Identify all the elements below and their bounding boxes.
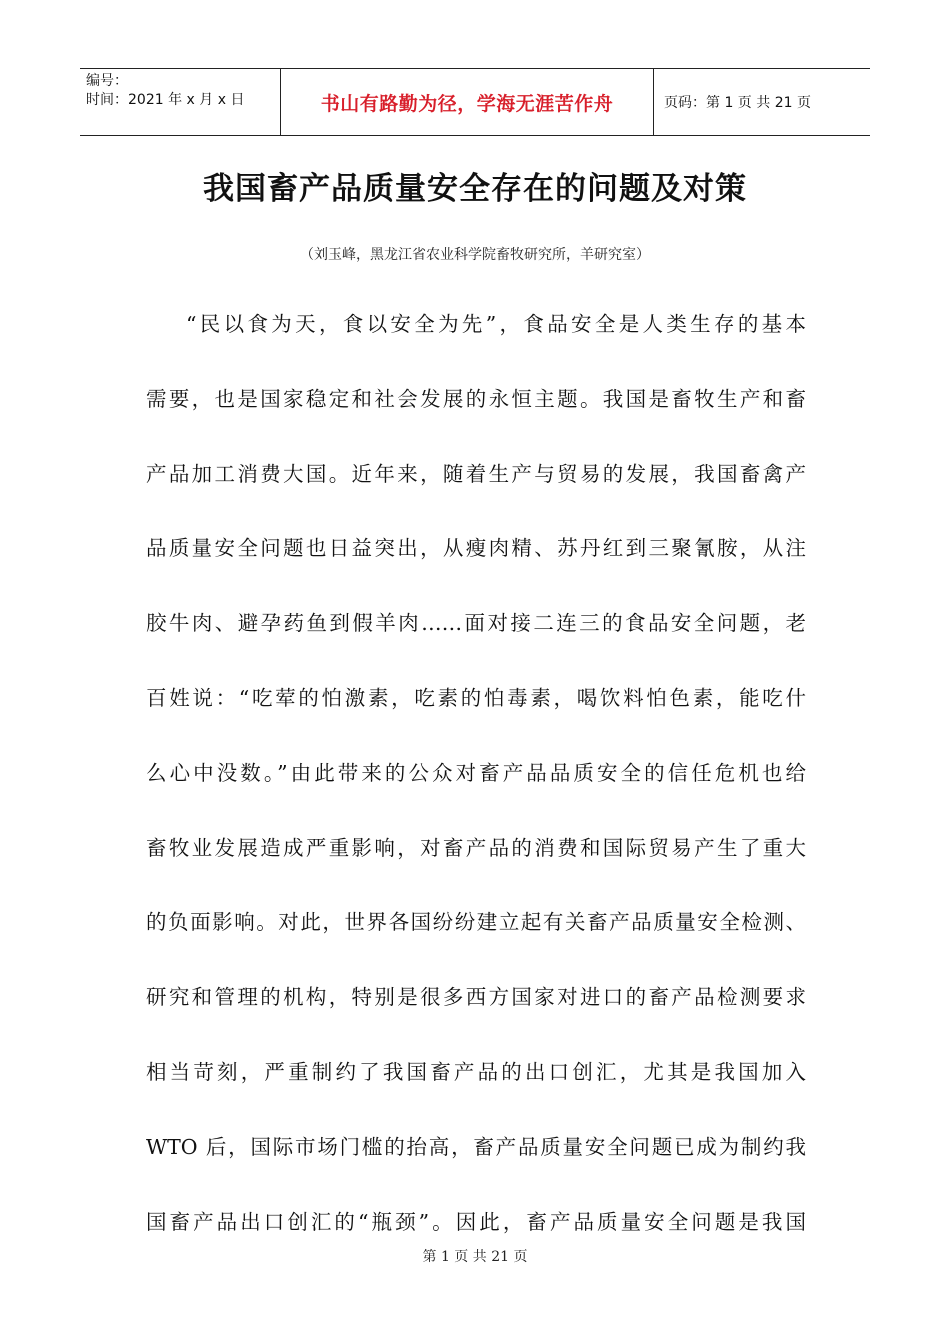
body-line: 品质量安全问题也日益突出，从瘦肉精、苏丹红到三聚氰胺，从注 (146, 536, 806, 561)
body-line: 研究和管理的机构，特别是很多西方国家对进口的畜产品检测要求 (146, 985, 806, 1010)
body-line: 产品加工消费大国。近年来，随着生产与贸易的发展，我国畜禽产 (146, 461, 806, 486)
header-table (80, 68, 870, 136)
body-line: 胶牛肉、避孕药鱼到假羊肉……面对接二连三的食品安全问题，老 (146, 611, 806, 636)
header-meta-cell (80, 69, 281, 135)
motto-text: 书山有路勤为径，学海无涯苦作舟 (320, 92, 614, 115)
body-line: WTO 后，国际市场门槛的抬高，畜产品质量安全问题已成为制约我 (146, 1134, 806, 1159)
body-line: 百姓说：“吃荤的怕激素，吃素的怕毒素，喝饮料怕色素，能吃什 (146, 685, 806, 710)
body-line: 国畜产品出口创汇的“瓶颈”。因此，畜产品质量安全问题是我国 (146, 1209, 806, 1234)
body-line: 相当苛刻，严重制约了我国畜产品的出口创汇，尤其是我国加入 (146, 1059, 806, 1084)
page-footer: 第 1 页 共 21 页 (422, 1249, 528, 1265)
body-line: 需要，也是国家稳定和社会发展的永恒主题。我国是畜牧生产和畜 (146, 386, 806, 411)
page-info: 页码：第 1 页 共 21 页 (664, 95, 811, 111)
body-line: “民以食为天，食以安全为先”，食品安全是人类生存的基本 (186, 312, 806, 336)
body-line: 么心中没数。”由此带来的公众对畜产品品质安全的信任危机也给 (146, 760, 806, 785)
body-paragraph (146, 287, 806, 1259)
header-motto-cell (281, 69, 654, 135)
time-label: 时间：2021 年 x 月 x 日 (86, 92, 245, 108)
body-line: 的负面影响。对此，世界各国纷纷建立起有关畜产品质量安全检测、 (146, 910, 806, 935)
body-line: 畜牧业发展造成严重影响，对畜产品的消费和国际贸易产生了重大 (146, 835, 806, 860)
document-title: 我国畜产品质量安全存在的问题及对策 (203, 171, 747, 207)
header-page-cell (654, 69, 870, 135)
document-author: （刘玉峰，黑龙江省农业科学院畜牧研究所，羊研究室） (300, 247, 650, 263)
number-label: 编号： (86, 73, 128, 89)
